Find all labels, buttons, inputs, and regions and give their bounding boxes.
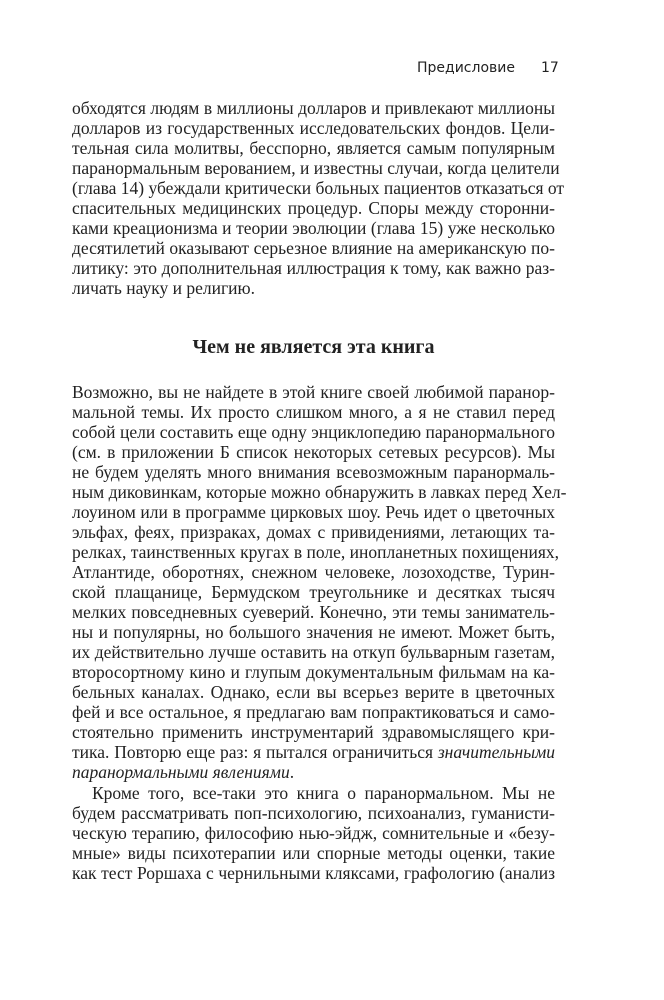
- text-run: .: [289, 762, 295, 782]
- text-line: долларов из государственных исследовательских фондов. Цели-: [72, 118, 555, 138]
- text-line: эльфах, феях, призраках, домах с привидениями, летающих та-: [72, 522, 555, 542]
- text-line: Возможно, вы не найдете в этой книге своей любимой паранор-: [72, 382, 555, 402]
- text-line: собой цели составить еще одну энциклопедию паранормального: [72, 422, 555, 442]
- text-line: ны и популярны, но большого значения не имеют. Может быть,: [72, 622, 555, 642]
- text-line: не будем уделять много внимания всевозможным паранормаль-: [72, 462, 555, 482]
- paragraph-2: [72, 382, 567, 782]
- text-line: личать науку и религию.: [72, 278, 255, 298]
- text-line: ным диковинкам, которые можно обнаружить в лавках перед Хел-: [72, 482, 567, 502]
- section-heading: Чем не является эта книга: [192, 336, 435, 358]
- text-line: мные» виды психотерапии или спорные методы оценки, такие: [72, 843, 555, 863]
- text-line: тельная сила молитвы, бесспорно, является самым популярным: [72, 138, 555, 158]
- text-run: тика. Повторю еще раз: я пытался ограничиться: [72, 742, 438, 762]
- text-line: как тест Роршаха с чернильными кляксами, графологию (анализ: [72, 863, 555, 883]
- text-line: релках, таинственных кругах в поле, инопланетных похищениях,: [72, 542, 560, 562]
- text-line: их действительно лучше оставить на откуп бульварным газетам,: [72, 642, 555, 662]
- text-line: фей и все остальное, я предлагаю вам попрактиковаться и само-: [72, 702, 555, 722]
- emphasized-text: значительными: [437, 742, 555, 762]
- text-line: будем рассматривать поп-психологию, психоанализ, гуманисти-: [72, 803, 555, 823]
- text-line: лоуином или в программе цирковых шоу. Речь идет о цветочных: [72, 502, 555, 522]
- text-line: Кроме того, все-таки это книга о паранормальном. Мы не: [92, 783, 555, 803]
- running-header: [0, 58, 664, 80]
- text-line: обходятся людям в миллионы долларов и привлекают миллионы: [72, 98, 555, 118]
- text-line: мелких повседневных суеверий. Конечно, эти темы заниматель-: [72, 602, 555, 622]
- text-line: ской плащанице, Бермудском треугольнике и десятках тысяч: [72, 582, 555, 602]
- text-line: мальной темы. Их просто слишком много, а я не ставил перед: [72, 402, 555, 422]
- text-line: паранормальным верованием, и известны случаи, когда целители: [72, 158, 560, 178]
- text-line: (глава 14) убеждали критически больных пациентов отказаться от: [72, 178, 565, 198]
- text-line: [72, 742, 555, 762]
- page-number: 17: [541, 60, 559, 76]
- text-line: стоятельно применить инструментарий здравомыслящего кри-: [72, 722, 555, 742]
- text-line: (см. в приложении Б список некоторых сетевых ресурсов). Мы: [72, 442, 555, 462]
- text-line: десятилетий оказывают серьезное влияние на американскую по-: [72, 238, 555, 258]
- text-line: Атлантиде, оборотнях, снежном человеке, лозоходстве, Турин-: [72, 562, 555, 582]
- text-line: второсортному кино и глупым документальным фильмам на ка-: [72, 662, 555, 682]
- text-line: ками креационизма и теории эволюции (глава 15) уже несколько: [72, 218, 555, 238]
- text-line: [72, 762, 555, 782]
- text-line: ческую терапию, философию нью-эйдж, сомнительные и «безу-: [72, 823, 555, 843]
- paragraph-3: [72, 783, 555, 883]
- text-line: литику: это дополнительная иллюстрация к тому, как важно раз-: [72, 258, 555, 278]
- paragraph-1: [72, 98, 565, 298]
- text-line: спасительных медицинских процедур. Споры между сторонни-: [72, 198, 555, 218]
- emphasized-text: паранормальными явлениями: [72, 762, 290, 782]
- text-line: бельных каналах. Однако, если вы всерьез верите в цветочных: [72, 682, 555, 702]
- running-header-section: Предисловие: [417, 60, 515, 76]
